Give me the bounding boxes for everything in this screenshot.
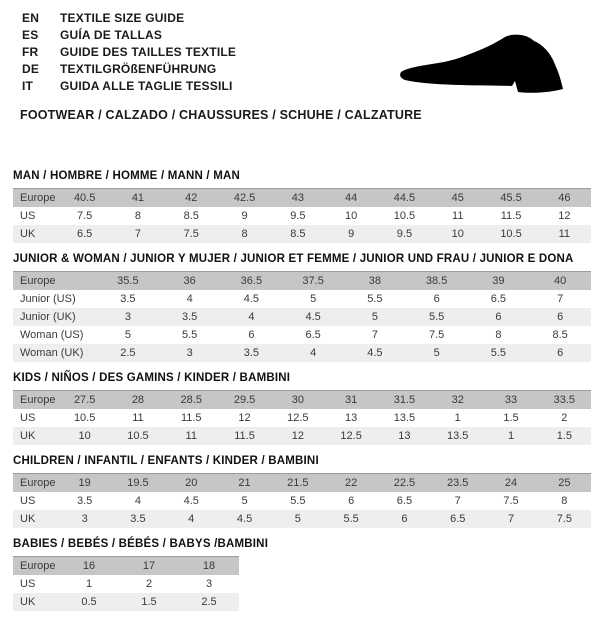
size-cell: 31.5: [378, 391, 431, 410]
size-cell: 39: [468, 272, 530, 291]
size-cell: 7.5: [406, 326, 468, 344]
size-table: [13, 271, 591, 362]
size-cell: 2: [538, 409, 591, 427]
size-cell: 23.5: [431, 474, 484, 493]
size-cell: 27.5: [58, 391, 111, 410]
size-cell: 1: [59, 575, 119, 593]
size-table: [13, 188, 591, 243]
size-cell: 28: [111, 391, 164, 410]
size-cell: 7.5: [165, 225, 218, 243]
size-cell: 11: [538, 225, 591, 243]
size-cell: 5: [271, 510, 324, 528]
size-cell: 5: [344, 308, 406, 326]
size-cell: 3.5: [111, 510, 164, 528]
table-row: [13, 409, 591, 427]
size-cell: 40: [529, 272, 591, 291]
row-label: Woman (UK): [13, 344, 97, 362]
size-cell: 20: [165, 474, 218, 493]
size-cell: 5: [97, 326, 159, 344]
size-cell: 12.5: [271, 409, 324, 427]
size-cell: 46: [538, 189, 591, 208]
size-cell: 38: [344, 272, 406, 291]
size-table-section: [13, 455, 591, 528]
size-cell: 6: [529, 344, 591, 362]
table-row: [13, 290, 591, 308]
size-cell: 6: [468, 308, 530, 326]
size-cell: 25: [538, 474, 591, 493]
row-label: UK: [13, 593, 59, 611]
size-cell: 2.5: [179, 593, 239, 611]
language-code: EN: [22, 11, 40, 25]
size-cell: 4: [111, 492, 164, 510]
size-cell: 19.5: [111, 474, 164, 493]
size-cell: 12: [218, 409, 271, 427]
section-title: JUNIOR & WOMAN / JUNIOR Y MUJER / JUNIOR ET FEMME / JUNIOR UND FRAU / JUNIOR E DONA: [13, 253, 574, 265]
size-cell: 8.5: [165, 207, 218, 225]
row-label: UK: [13, 427, 58, 445]
size-cell: 42.5: [218, 189, 271, 208]
table-row: [13, 492, 591, 510]
size-cell: 30: [271, 391, 324, 410]
size-cell: 5: [282, 290, 344, 308]
size-cell: 21.5: [271, 474, 324, 493]
size-cell: 7.5: [538, 510, 591, 528]
size-cell: 10.5: [378, 207, 431, 225]
size-cell: 18: [179, 557, 239, 576]
size-cell: 6.5: [58, 225, 111, 243]
dress-shoe-icon: [398, 33, 573, 97]
size-cell: 13: [378, 427, 431, 445]
table-row: [13, 391, 591, 410]
size-cell: 3.5: [58, 492, 111, 510]
row-label: UK: [13, 510, 58, 528]
size-cell: 21: [218, 474, 271, 493]
row-label: US: [13, 409, 58, 427]
row-label: Europe: [13, 391, 58, 410]
row-label: Europe: [13, 189, 58, 208]
size-cell: 6: [324, 492, 377, 510]
size-cell: 16: [59, 557, 119, 576]
size-table: [13, 556, 239, 611]
size-tables-container: [13, 170, 591, 621]
size-cell: 5.5: [468, 344, 530, 362]
size-cell: 5: [218, 492, 271, 510]
table-row: [13, 308, 591, 326]
size-cell: 6: [221, 326, 283, 344]
language-label: GUIDE DES TAILLES TEXTILE: [60, 45, 237, 59]
size-cell: 7.5: [58, 207, 111, 225]
row-label: US: [13, 492, 58, 510]
table-row: [13, 344, 591, 362]
size-cell: 29.5: [218, 391, 271, 410]
size-table-section: [13, 253, 591, 362]
size-cell: 9.5: [378, 225, 431, 243]
size-cell: 6: [406, 290, 468, 308]
table-row: [13, 575, 239, 593]
size-cell: 12: [538, 207, 591, 225]
size-cell: 24: [484, 474, 537, 493]
size-cell: 11: [165, 427, 218, 445]
size-cell: 33.5: [538, 391, 591, 410]
size-cell: 17: [119, 557, 179, 576]
table-row: [13, 427, 591, 445]
size-cell: 9.5: [271, 207, 324, 225]
language-row: [22, 78, 236, 95]
table-row: [13, 557, 239, 576]
row-label: US: [13, 575, 59, 593]
row-label: US: [13, 207, 58, 225]
size-cell: 13.5: [431, 427, 484, 445]
table-row: [13, 272, 591, 291]
table-row: [13, 474, 591, 493]
size-table: [13, 390, 591, 445]
size-cell: 31: [324, 391, 377, 410]
size-cell: 9: [218, 207, 271, 225]
size-cell: 6.5: [282, 326, 344, 344]
size-cell: 38.5: [406, 272, 468, 291]
size-table-section: [13, 372, 591, 445]
size-cell: 4: [282, 344, 344, 362]
size-cell: 37.5: [282, 272, 344, 291]
size-cell: 1: [484, 427, 537, 445]
table-row: [13, 189, 591, 208]
row-label: Europe: [13, 272, 97, 291]
size-cell: 7: [529, 290, 591, 308]
size-cell: 36.5: [221, 272, 283, 291]
size-cell: 8: [111, 207, 164, 225]
size-cell: 45: [431, 189, 484, 208]
size-cell: 8: [218, 225, 271, 243]
size-cell: 3.5: [159, 308, 221, 326]
size-cell: 5.5: [406, 308, 468, 326]
size-cell: 0.5: [59, 593, 119, 611]
size-cell: 3: [97, 308, 159, 326]
size-table-section: [13, 170, 591, 243]
size-cell: 7.5: [484, 492, 537, 510]
size-cell: 4: [165, 510, 218, 528]
size-cell: 4.5: [344, 344, 406, 362]
size-cell: 10.5: [58, 409, 111, 427]
size-cell: 5.5: [324, 510, 377, 528]
size-cell: 22.5: [378, 474, 431, 493]
size-cell: 7: [344, 326, 406, 344]
size-cell: 2.5: [97, 344, 159, 362]
table-row: [13, 225, 591, 243]
size-cell: 10: [58, 427, 111, 445]
size-cell: 11.5: [218, 427, 271, 445]
size-cell: 4.5: [218, 510, 271, 528]
row-label: UK: [13, 225, 58, 243]
size-cell: 32: [431, 391, 484, 410]
table-row: [13, 593, 239, 611]
language-row: [22, 61, 236, 78]
size-cell: 6.5: [378, 492, 431, 510]
size-cell: 11.5: [165, 409, 218, 427]
size-cell: 3.5: [97, 290, 159, 308]
section-title: CHILDREN / INFANTIL / ENFANTS / KINDER / BAMBINI: [13, 455, 319, 467]
size-table-section: [13, 538, 591, 611]
size-cell: 3: [159, 344, 221, 362]
size-cell: 12: [271, 427, 324, 445]
language-label: TEXTILGRÖßENFÜHRUNG: [60, 62, 217, 76]
size-cell: 7: [111, 225, 164, 243]
size-cell: 3: [179, 575, 239, 593]
size-cell: 22: [324, 474, 377, 493]
size-cell: 1: [431, 409, 484, 427]
shoe-silhouette: [400, 35, 563, 93]
size-cell: 45.5: [484, 189, 537, 208]
size-cell: 12.5: [324, 427, 377, 445]
size-table: [13, 473, 591, 528]
size-cell: 8: [538, 492, 591, 510]
size-cell: 44.5: [378, 189, 431, 208]
size-cell: 6: [529, 308, 591, 326]
size-cell: 10.5: [111, 427, 164, 445]
size-cell: 8: [468, 326, 530, 344]
language-label: TEXTILE SIZE GUIDE: [60, 11, 185, 25]
size-cell: 13: [324, 409, 377, 427]
size-cell: 33: [484, 391, 537, 410]
language-row: [22, 27, 236, 44]
row-label: Woman (US): [13, 326, 97, 344]
section-title: MAN / HOMBRE / HOMME / MANN / MAN: [13, 170, 241, 182]
size-cell: 6: [378, 510, 431, 528]
language-row: [22, 10, 236, 27]
size-cell: 19: [58, 474, 111, 493]
row-label: Europe: [13, 474, 58, 493]
size-cell: 4: [159, 290, 221, 308]
table-row: [13, 207, 591, 225]
section-title: BABIES / BEBÉS / BÉBÉS / BABYS /BAMBINI: [13, 538, 269, 550]
size-cell: 36: [159, 272, 221, 291]
size-cell: 28.5: [165, 391, 218, 410]
size-cell: 13.5: [378, 409, 431, 427]
size-cell: 4: [221, 308, 283, 326]
language-code: FR: [22, 45, 39, 59]
language-code: ES: [22, 28, 39, 42]
size-cell: 43: [271, 189, 324, 208]
row-label: Junior (UK): [13, 308, 97, 326]
size-cell: 3.5: [221, 344, 283, 362]
table-row: [13, 326, 591, 344]
size-cell: 6.5: [468, 290, 530, 308]
size-cell: 3: [58, 510, 111, 528]
size-cell: 11.5: [484, 207, 537, 225]
size-cell: 7: [484, 510, 537, 528]
size-cell: 8.5: [529, 326, 591, 344]
size-cell: 42: [165, 189, 218, 208]
size-cell: 1.5: [484, 409, 537, 427]
language-label: GUÍA DE TALLAS: [60, 28, 163, 42]
row-label: Junior (US): [13, 290, 97, 308]
size-cell: 5.5: [159, 326, 221, 344]
language-code: DE: [22, 62, 40, 76]
size-cell: 8.5: [271, 225, 324, 243]
size-cell: 5: [406, 344, 468, 362]
size-cell: 5.5: [344, 290, 406, 308]
size-cell: 2: [119, 575, 179, 593]
size-cell: 1.5: [538, 427, 591, 445]
size-cell: 4.5: [165, 492, 218, 510]
size-cell: 4.5: [221, 290, 283, 308]
size-cell: 6.5: [431, 510, 484, 528]
row-label: Europe: [13, 557, 59, 576]
section-title: KIDS / NIÑOS / DES GAMINS / KINDER / BAMBINI: [13, 372, 291, 384]
size-cell: 41: [111, 189, 164, 208]
language-title-list: [22, 10, 236, 95]
size-cell: 11: [111, 409, 164, 427]
size-cell: 10: [431, 225, 484, 243]
language-code: IT: [22, 79, 34, 93]
size-cell: 5.5: [271, 492, 324, 510]
size-cell: 7: [431, 492, 484, 510]
table-row: [13, 510, 591, 528]
size-cell: 40.5: [58, 189, 111, 208]
size-cell: 1.5: [119, 593, 179, 611]
size-cell: 11: [431, 207, 484, 225]
size-cell: 44: [324, 189, 377, 208]
language-row: [22, 44, 236, 61]
size-cell: 10.5: [484, 225, 537, 243]
size-cell: 35.5: [97, 272, 159, 291]
language-label: GUIDA ALLE TAGLIE TESSILI: [60, 79, 233, 93]
size-cell: 10: [324, 207, 377, 225]
size-cell: 4.5: [282, 308, 344, 326]
size-cell: 9: [324, 225, 377, 243]
category-line: FOOTWEAR / CALZADO / CHAUSSURES / SCHUHE / CALZATURE: [20, 108, 422, 122]
